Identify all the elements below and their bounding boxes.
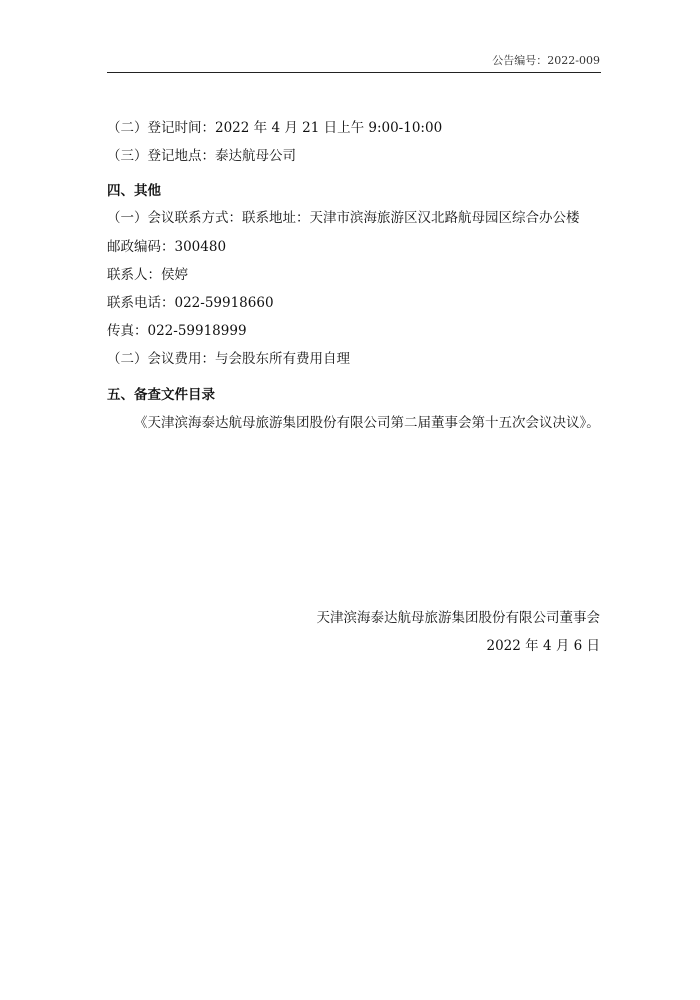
signature-company: 天津滨海泰达航母旅游集团股份有限公司董事会 <box>316 610 600 626</box>
contact-phone: 联系电话：022-59918660 <box>107 295 274 311</box>
announcement-number: 公告编号：2022-009 <box>492 54 600 67</box>
contact-method: （一）会议联系方式：联系地址：天津市滨海旅游区汉北路航母园区综合办公楼 <box>107 210 580 226</box>
section-5-heading: 五、备查文件目录 <box>107 387 215 403</box>
reference-document: 《天津滨海泰达航母旅游集团股份有限公司第二届董事会第十五次会议决议》。 <box>134 415 600 431</box>
registration-time: （二）登记时间：2022 年 4 月 21 日上午 9:00-10:00 <box>107 120 443 136</box>
header-divider <box>107 72 601 73</box>
section-4-heading: 四、其他 <box>107 183 161 199</box>
contact-fax: 传真：022-59918999 <box>107 323 247 339</box>
meeting-fees: （二）会议费用：与会股东所有费用自理 <box>107 351 350 367</box>
postal-code: 邮政编码：300480 <box>107 239 227 255</box>
signature-date: 2022 年 4 月 6 日 <box>486 638 600 654</box>
registration-place: （三）登记地点：泰达航母公司 <box>107 148 296 164</box>
contact-person: 联系人：侯婷 <box>107 267 188 283</box>
